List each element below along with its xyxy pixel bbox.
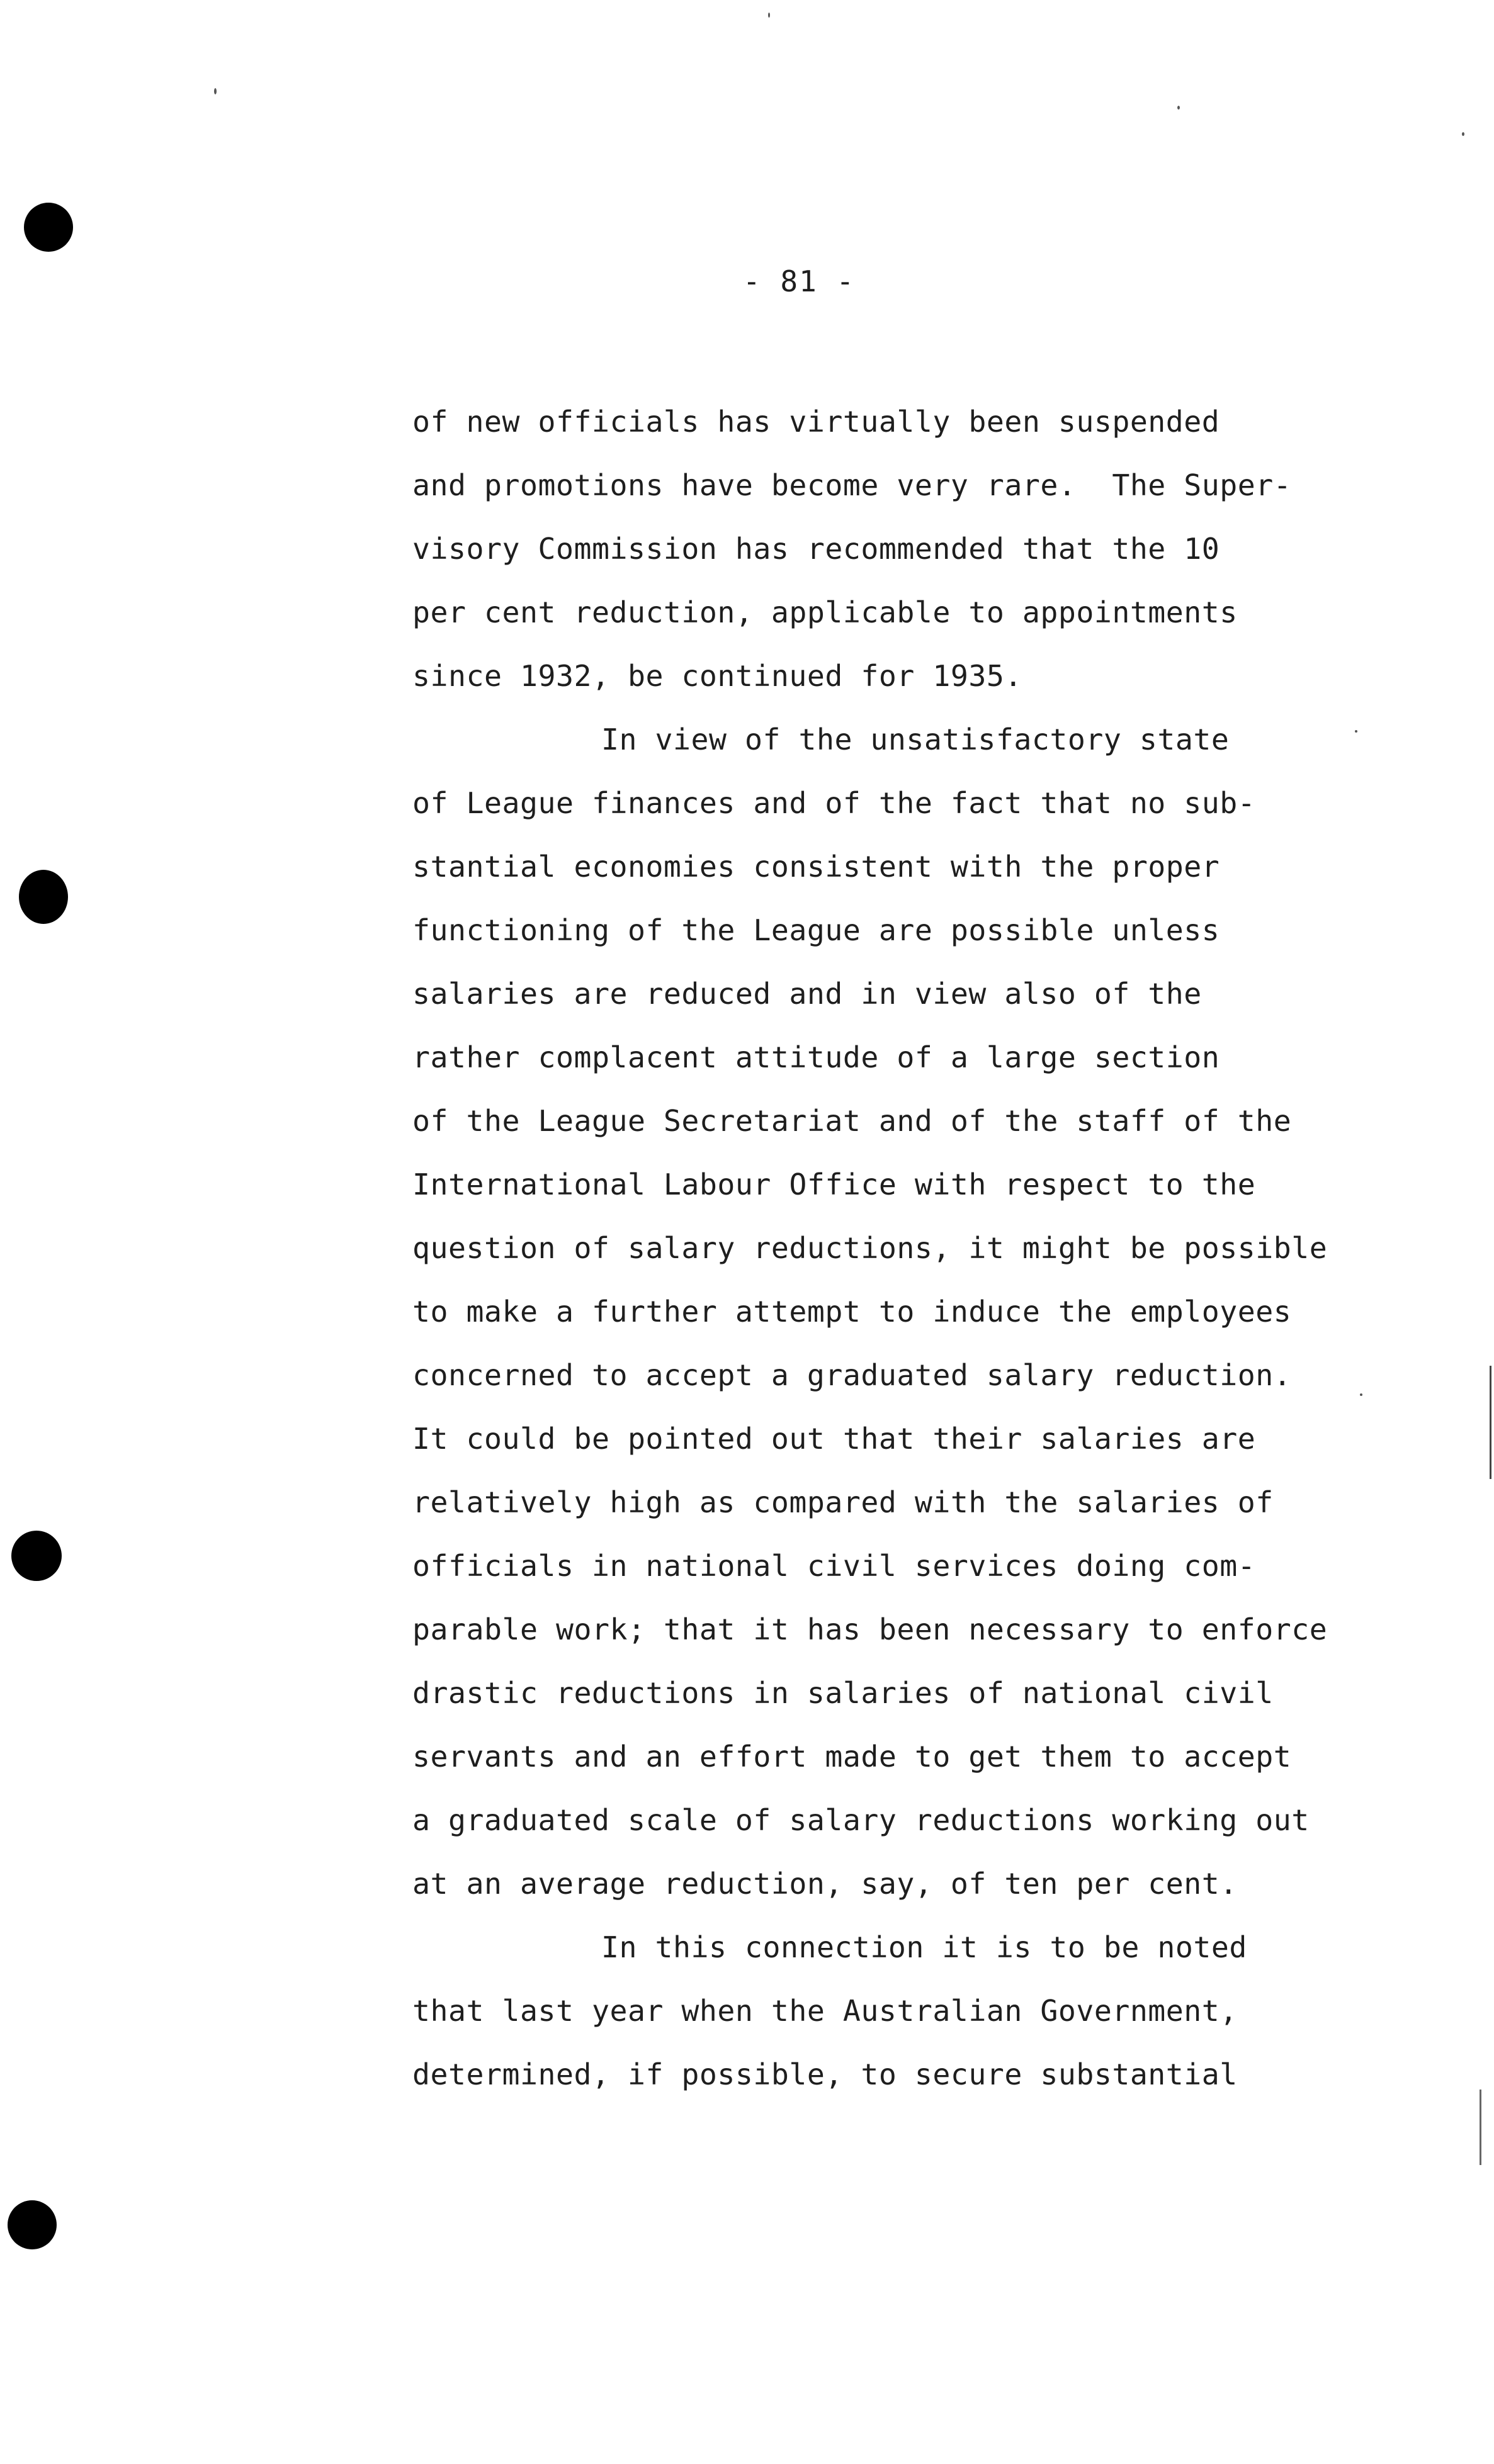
text-line: of League finances and of the fact that no sub- <box>412 786 1256 820</box>
page-number: - 81 - <box>743 264 856 298</box>
text-line: concerned to accept a graduated salary reduction. <box>412 1358 1292 1392</box>
text-line: drastic reductions in salaries of national civil <box>412 1676 1274 1710</box>
text-line: that last year when the Australian Government, <box>412 1994 1238 2028</box>
scan-speck <box>768 13 770 18</box>
text-line: It could be pointed out that their salaries are <box>412 1422 1256 1456</box>
scan-speck <box>1490 1366 1491 1479</box>
text-line: since 1932, be continued for 1935. <box>412 659 1022 693</box>
text-line: at an average reduction, say, of ten per cent. <box>412 1867 1238 1901</box>
text-line: In view of the unsatisfactory state <box>601 723 1230 757</box>
text-line: servants and an effort made to get them to accept <box>412 1740 1292 1774</box>
text-line: officials in national civil services doing com- <box>412 1549 1256 1583</box>
text-line: functioning of the League are possible unless <box>412 913 1220 947</box>
text-line: of the League Secretariat and of the staff of the <box>412 1104 1292 1138</box>
punch-hole <box>24 203 73 252</box>
text-line: a graduated scale of salary reductions working out <box>412 1803 1310 1837</box>
scan-speck <box>1480 2090 1481 2165</box>
text-line: to make a further attempt to induce the employees <box>412 1295 1292 1329</box>
text-line: and promotions have become very rare. The Super- <box>412 468 1292 502</box>
text-line: determined, if possible, to secure substantial <box>412 2057 1238 2091</box>
text-line: salaries are reduced and in view also of the <box>412 977 1202 1011</box>
text-line: of new officials has virtually been suspended <box>412 405 1220 439</box>
punch-hole <box>19 870 68 924</box>
scan-speck <box>1177 106 1180 110</box>
text-line: In this connection it is to be noted <box>601 1930 1247 1964</box>
text-line: International Labour Office with respect to the <box>412 1167 1256 1201</box>
text-line: relatively high as compared with the salaries of <box>412 1485 1274 1519</box>
text-line: rather complacent attitude of a large section <box>412 1040 1220 1074</box>
text-line: per cent reduction, applicable to appointments <box>412 595 1238 629</box>
text-line: stantial economies consistent with the proper <box>412 850 1220 884</box>
punch-hole <box>11 1531 62 1581</box>
text-line: visory Commission has recommended that the 10 <box>412 532 1220 566</box>
text-line: question of salary reductions, it might be possible <box>412 1231 1328 1265</box>
body-text <box>412 390 1407 2107</box>
punch-hole <box>8 2200 57 2249</box>
text-line: parable work; that it has been necessary to enforce <box>412 1612 1328 1646</box>
scan-speck <box>214 88 217 94</box>
scan-speck <box>1462 132 1464 136</box>
